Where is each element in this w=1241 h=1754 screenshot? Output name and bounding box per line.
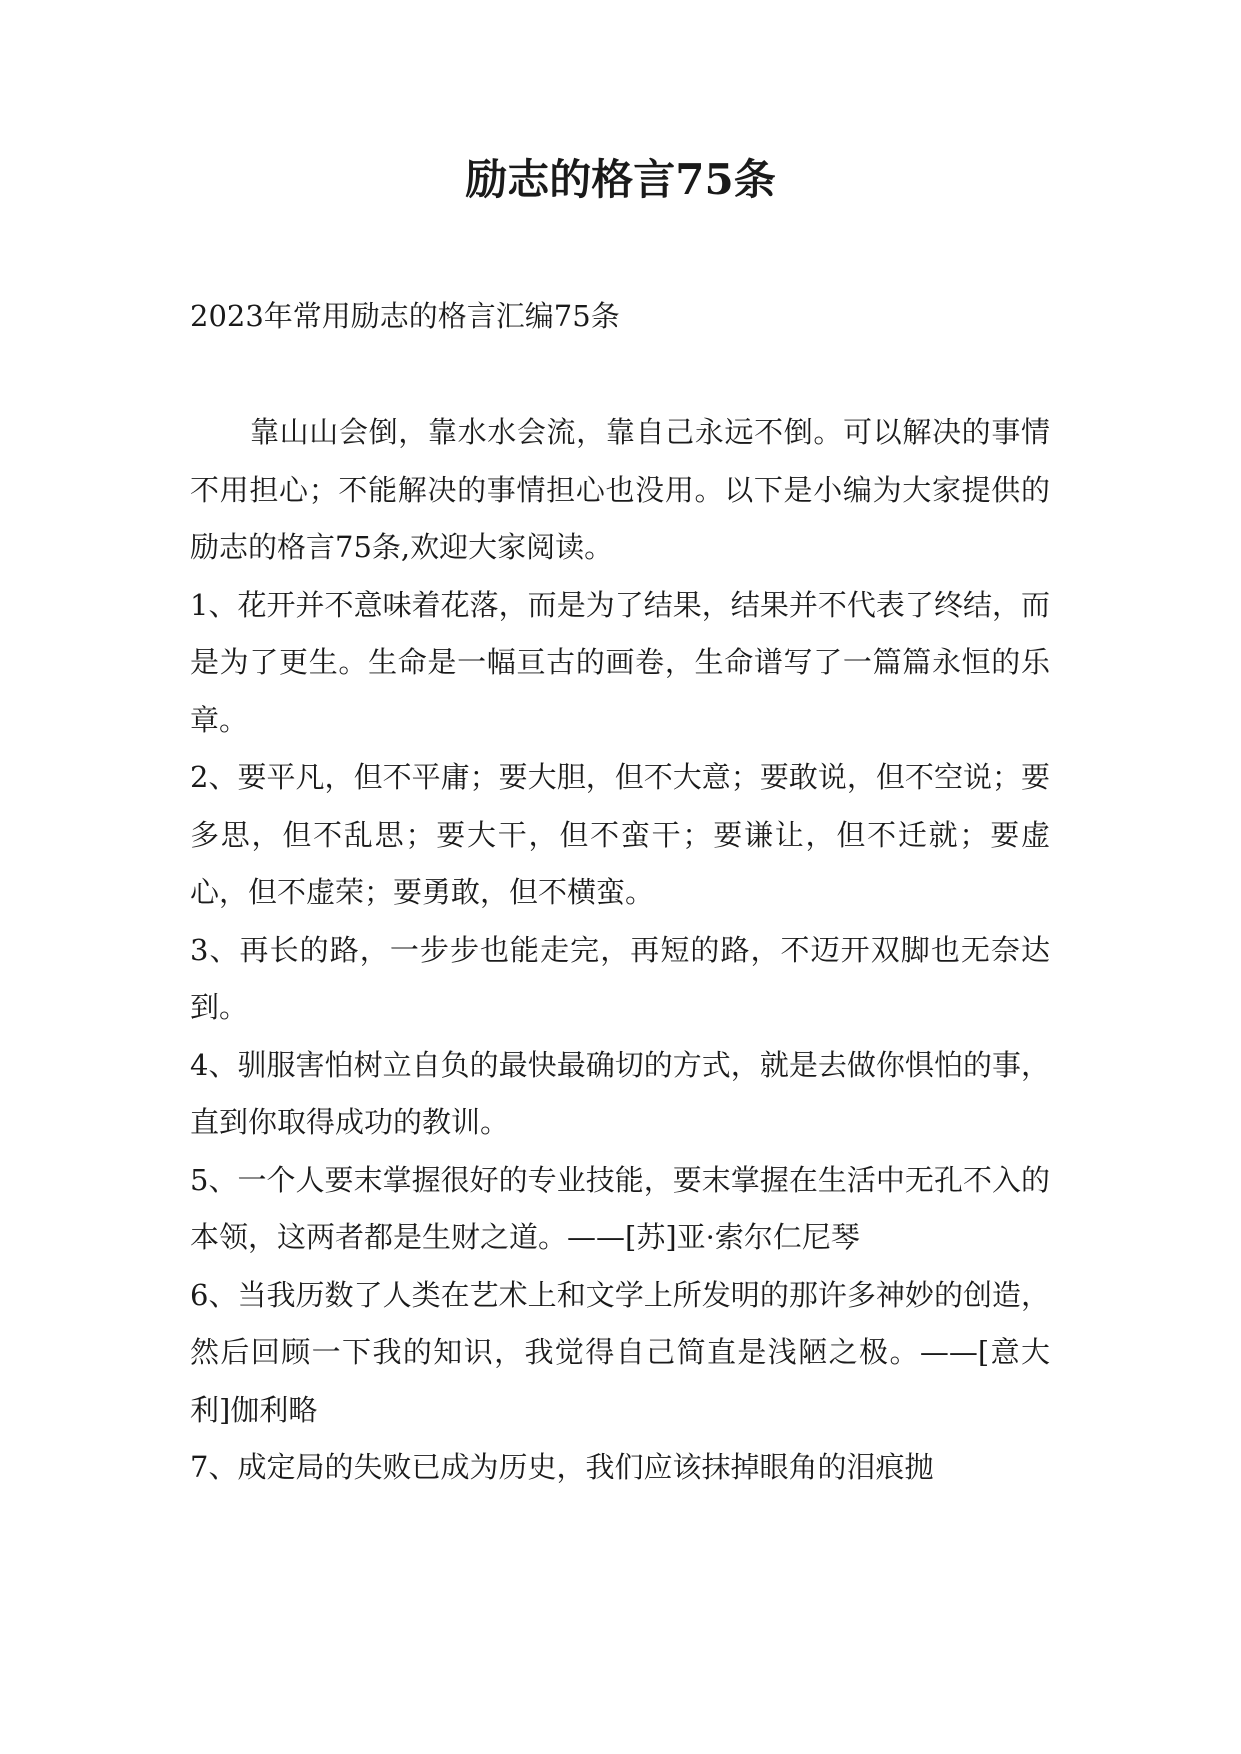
intro-paragraph: 靠山山会倒，靠水水会流，靠自己永远不倒。可以解决的事情不用担心；不能解决的事情担心也没用。以下是小编为大家提供的励志的格言75条,欢迎大家阅读。 bbox=[190, 415, 1050, 564]
quote-item-1: 1、花开并不意味着花落，而是为了结果，结果并不代表了终结，而是为了更生。生命是一幅亘古的画卷，生命谱写了一篇篇永恒的乐章。 bbox=[190, 587, 1050, 737]
quote-item-5: 5、一个人要末掌握很好的专业技能，要末掌握在生活中无孔不入的本领，这两者都是生财之道。——[苏]亚·索尔仁尼琴 bbox=[190, 1162, 1050, 1254]
quote-item-3: 3、再长的路，一步步也能走完，再短的路，不迈开双脚也无奈达到。 bbox=[190, 932, 1050, 1024]
document-body bbox=[190, 404, 1050, 1497]
quote-item-4: 4、驯服害怕树立自负的最快最确切的方式，就是去做你惧怕的事，直到你取得成功的教训。 bbox=[190, 1047, 1050, 1139]
document-title: 励志的格言75条 bbox=[465, 155, 776, 204]
quote-item-7: 7、成定局的失败已成为历史，我们应该抹掉眼角的泪痕抛 bbox=[190, 1450, 934, 1484]
document-subtitle: 2023年常用励志的格言汇编75条 bbox=[190, 299, 620, 333]
quote-item-6: 6、当我历数了人类在艺术上和文学上所发明的那许多神妙的创造，然后回顾一下我的知识，我觉得自己简直是浅陋之极。——[意大利]伽利略 bbox=[190, 1277, 1050, 1427]
quote-item-2: 2、要平凡，但不平庸；要大胆，但不大意；要敢说，但不空说；要多思，但不乱思；要大干，但不蛮干；要谦让，但不迁就；要虚心，但不虚荣；要勇敢，但不横蛮。 bbox=[190, 760, 1050, 909]
